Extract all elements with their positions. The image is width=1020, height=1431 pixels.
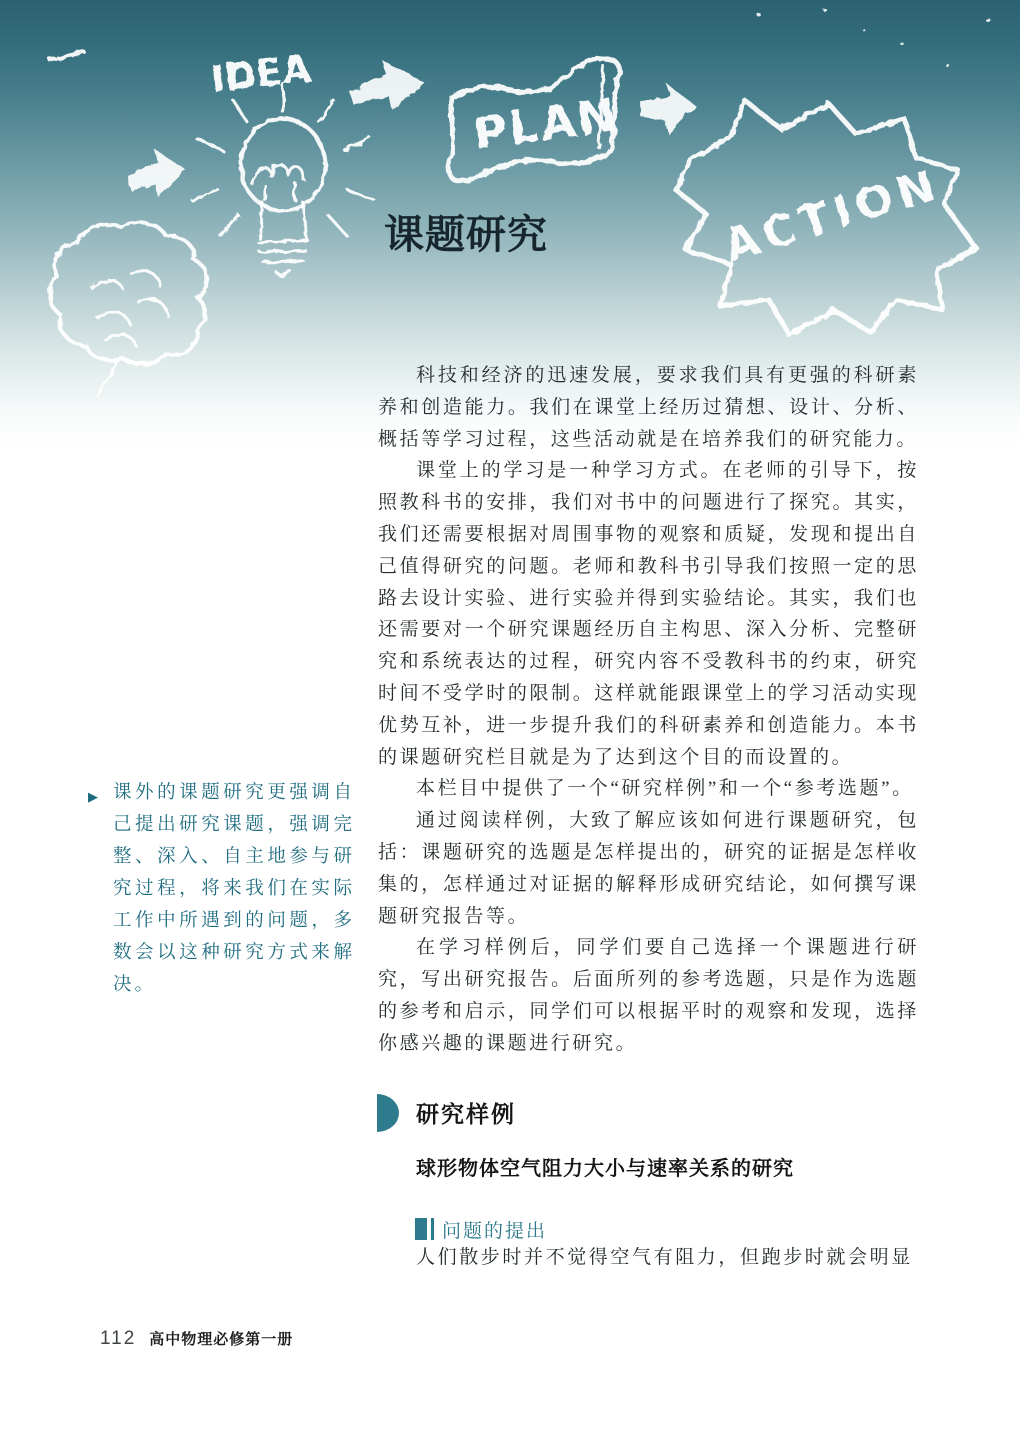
paragraph: 课堂上的学习是一种学习方式。在老师的引导下，按照教科书的安排，我们对书中的问题进行了探究。其实，我们还需要根据对周围事物的观察和质疑，发现和提出自己值得研究的问题。老师和教科书引导我们按照一定的思路去设计实验、进行实验并得到实验结论。其实，我们也还需要对一个研究课题经历自主构思、深入分析、完整研究和系统表达的过程，研究内容不受教科书的约束，研究时间不受学时的限制。这样就能跟课堂上的学习活动实现优势互补，进一步提升我们的科研素养和创造能力。本书的课题研究栏目就是为了达到这个目的而设置的。 <box>378 460 919 768</box>
subsection-square-marker <box>415 1218 427 1240</box>
subsection-bar-marker <box>431 1218 434 1240</box>
subsection-title: 问题的提出 <box>442 1221 548 1242</box>
brain-sketch-icon <box>50 222 208 394</box>
book-title: 高中物理必修第一册 <box>149 1331 294 1348</box>
star-specks <box>756 7 990 67</box>
page-footer <box>100 1328 293 1350</box>
page-number: 112 <box>100 1328 137 1349</box>
paragraph: 本栏目中提供了一个“研究样例”和一个“参考选题”。 <box>416 778 914 800</box>
paragraph: 在学习样例后，同学们要自己选择一个课题进行研究，写出研究报告。后面所列的参考选题，只是作为选题的参考和启示，同学们可以根据平时的观察和发现，选择你感兴趣的课题进行研究。 <box>378 937 919 1054</box>
action-text: ACTION <box>718 158 947 273</box>
plan-text: PLAN <box>470 87 622 161</box>
section-halfcircle-marker <box>377 1094 399 1132</box>
paragraph: 人们散步时并不觉得空气有阻力，但跑步时就会明显 <box>416 1247 913 1268</box>
subsection-lead-column <box>378 1242 919 1274</box>
idea-text: IDEA <box>208 46 314 101</box>
page-title: 课题研究 <box>384 212 548 257</box>
arrow-icon <box>640 84 696 134</box>
margin-note <box>88 777 355 1001</box>
plan-banner-icon <box>448 59 621 181</box>
body-text-column <box>378 360 919 1060</box>
note-arrow-marker: ▶ <box>88 790 98 805</box>
section-subtitle: 球形物体空气阻力大小与速率关系的研究 <box>416 1158 794 1180</box>
action-burst-icon <box>676 100 976 336</box>
margin-note-text: 课外的课题研究更强调自己提出研究课题，强调完整、深入、自主地参与研究过程，将来我们在实际工作中所遇到的问题，多数会以这种研究方式来解决。 <box>113 783 355 995</box>
section-title: 研究样例 <box>416 1101 516 1127</box>
arrow-icon <box>350 60 424 110</box>
paragraph: 科技和经济的迅速发展，要求我们具有更强的科研素养和创造能力。我们在课堂上经历过猜想、设计、分析、概括等学习过程，这些活动就是在培养我们的研究能力。 <box>378 365 919 450</box>
paragraph: 通过阅读样例，大致了解应该如何进行课题研究，包括：课题研究的选题是怎样提出的，研究的证据是怎样收集的，怎样通过对证据的解释形成研究结论，如何撰写课题研究报告等。 <box>378 810 919 927</box>
lightbulb-icon <box>192 84 374 276</box>
arrow-icon <box>128 149 186 197</box>
chalk-dash-icon <box>50 52 84 60</box>
